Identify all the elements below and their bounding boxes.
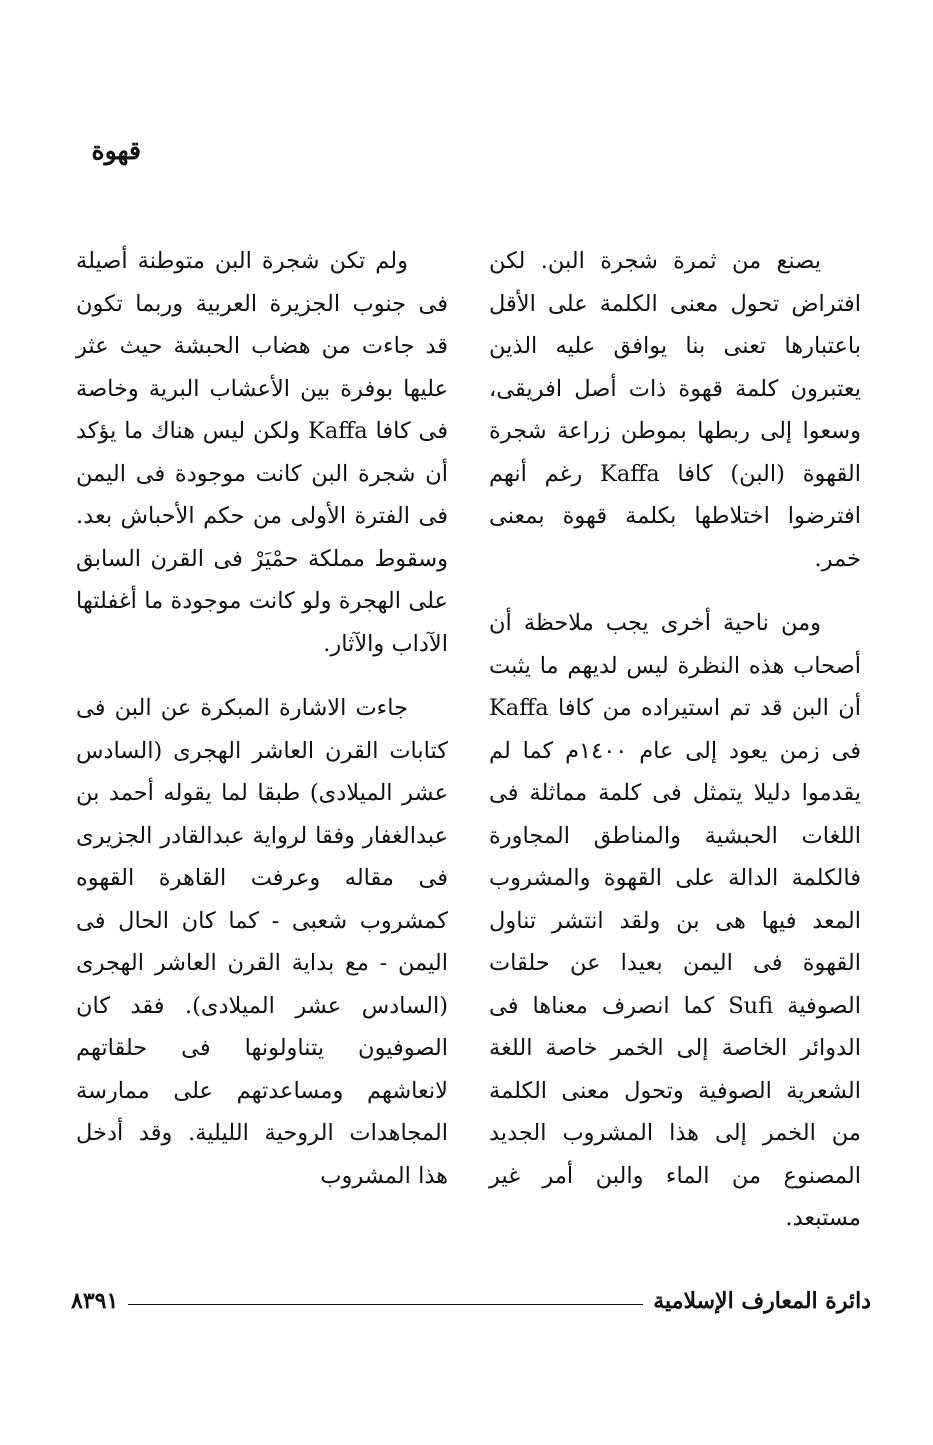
paragraph: ولم تكن شجرة البن متوطنة أصيلة فى جنوب الجزيرة العربية وربما تكون قد جاءت من هضاب الحبشة حيث عثر عليها بوفرة بين الأعشاب البرية وخاصة فى كافا Kaffa ولكن ليس هناك ما يؤكد أن شجرة البن كانت موجودة فى اليمن فى الفترة الأولى من حكم الأحباش بعد. وسقوط مملكة حمْيَرْ فى القرن السابق على الهجرة ولو كانت موجودة ما أغفلتها الآداب والآثار. (76, 248, 448, 657)
encyclopedia-name: دائرة المعارف الإسلامية (653, 1288, 871, 1314)
page-footer (71, 1288, 871, 1314)
page-number: ٨٣٩١ (71, 1288, 119, 1314)
footer-rule (128, 1304, 643, 1305)
paragraph: ومن ناحية أخرى يجب ملاحظة أن أصحاب هذه النظرة ليس لديهم ما يثبت أن البن قد تم استيراده من كافا Kaffa فى زمن يعود إلى عام ١٤٠٠م كما لم يقدموا دليلا يتمثل فى كلمة مماثلة فى اللغات الحبشية والمناطق المجاورة فالكلمة الدالة على القهوة والمشروب المعد فيها هى بن ولقد انتشر تناول القهوة فى اليمن بعيدا عن حلقات الصوفية Sufi كما انصرف معناها فى الدوائر الخاصة إلى الخمر خاصة اللغة الشعرية الصوفية وتحول معنى الكلمة من الخمر إلى هذا المشروب الجديد المصنوع من الماء والبن أمر غير مستبعد. (489, 610, 861, 1231)
running-header-title: قهوة (91, 136, 141, 165)
paragraph: يصنع من ثمرة شجرة البن. لكن افتراض تحول معنى الكلمة على الأقل باعتبارها تعنى بنا يوافق عليه الذين يعتبرون كلمة قهوة ذات أصل افريقى، وسعوا إلى ربطها بموطن زراعة شجرة القهوة (البن) كافا Kaffa رغم أنهم افترضوا اختلاطها بكلمة قهوة بمعنى خمر. (489, 248, 861, 572)
left-text-column (76, 240, 448, 1219)
paragraph: جاءت الاشارة المبكرة عن البن فى كتابات القرن العاشر الهجرى (السادس عشر الميلادى) طبقا لما يقوله أحمد بن عبدالغفار وفقا لرواية عبدالقادر الجزيرى فى مقاله وعرفت القاهرة القهوه كمشروب شعبى - كما كان الحال فى اليمن - مع بداية القرن العاشر الهجرى (السادس عشر الميلادى). فقد كان الصوفيون يتناولونها فى حلقاتهم لانعاشهم ومساعدتهم على ممارسة المجاهدات الروحية الليلية. وقد أدخل هذا المشروب (76, 695, 448, 1189)
right-text-column (489, 240, 861, 1262)
